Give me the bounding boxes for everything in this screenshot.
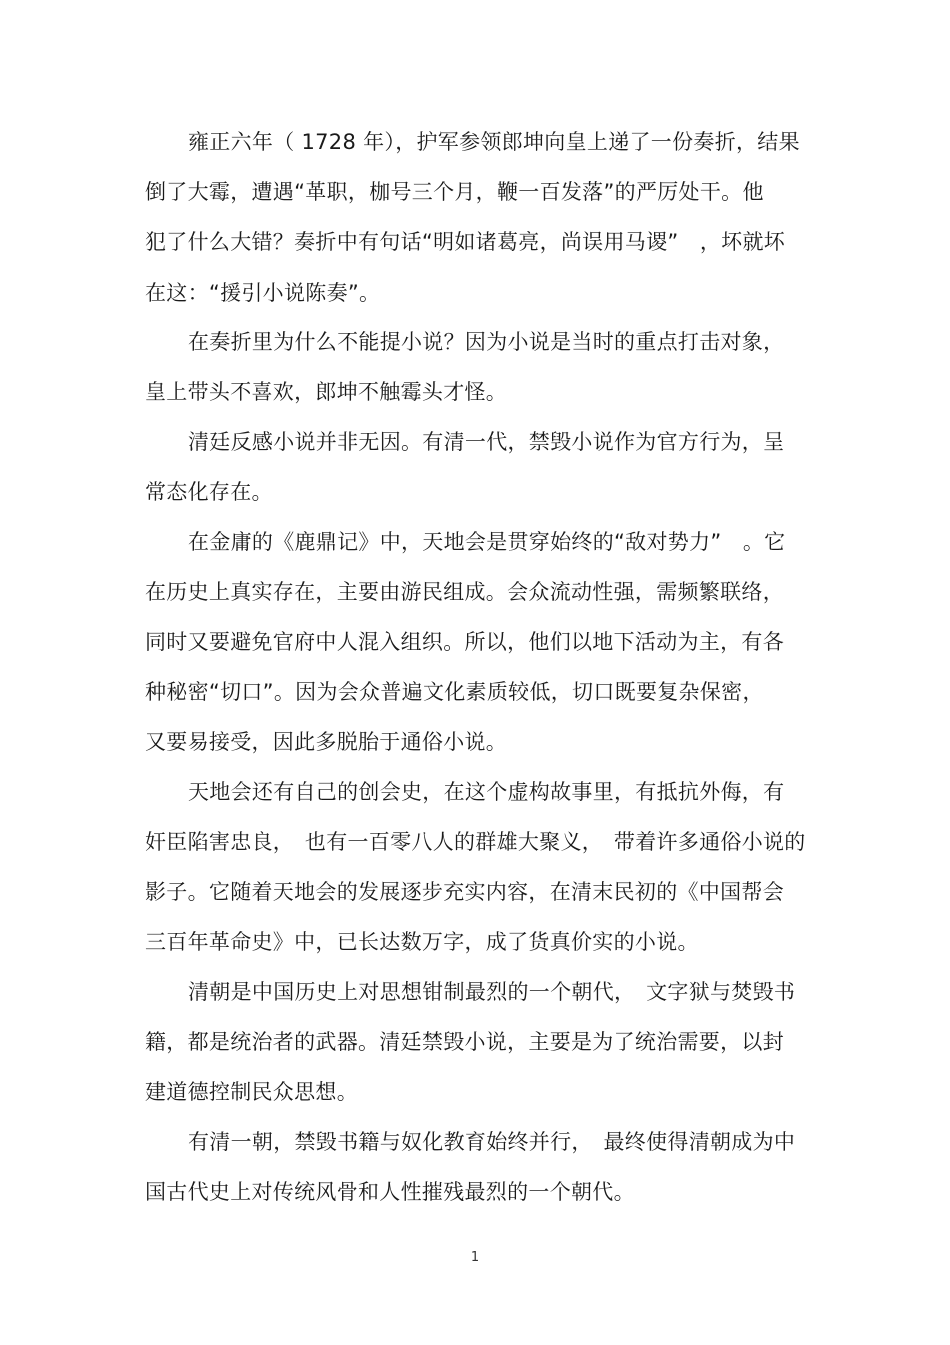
text-line: 影子。它随着天地会的发展逐步充实内容，在清末民初的《中国帮会 — [145, 880, 784, 904]
text-line: 奸臣陷害忠良， 也有一百零八人的群雄大聚义， 带着许多通俗小说的 — [145, 830, 806, 854]
text-line: 清廷反感小说并非无因。有清一代，禁毁小说作为官方行为，呈 — [188, 430, 785, 454]
text-line: 常态化存在。 — [145, 480, 273, 504]
text-line: 在金庸的《鹿鼎记》中，天地会是贯穿始终的“敌对势力” 。它 — [188, 530, 786, 554]
text-line: 国古代史上对传统风骨和人性摧残最烈的一个朝代。 — [145, 1180, 635, 1204]
text-line: 犯了什么大错？奏折中有句话“明如诸葛亮，尚误用马谡” ，坏就坏 — [145, 230, 786, 254]
text-line: 在奏折里为什么不能提小说？因为小说是当时的重点打击对象， — [188, 330, 785, 354]
text-line: 清朝是中国历史上对思想钳制最烈的一个朝代， 文字狱与焚毁书 — [188, 980, 796, 1004]
text-line: 建道德控制民众思想。 — [145, 1080, 358, 1104]
text-line: 同时又要避免官府中人混入组织。所以，他们以地下活动为主，有各 — [145, 630, 784, 654]
text-line: 有清一朝，禁毁书籍与奴化教育始终并行， 最终使得清朝成为中 — [188, 1130, 796, 1154]
text-line: 籍，都是统治者的武器。清廷禁毁小说，主要是为了统治需要，以封 — [145, 1030, 784, 1054]
text-line: 雍正六年（ 1728 年），护军参领郎坤向皇上递了一份奏折，结果 — [188, 130, 800, 154]
page-number: 1 — [470, 1250, 480, 1265]
text-line: 皇上带头不喜欢，郎坤不触霉头才怪。 — [145, 380, 508, 404]
text-line: 倒了大霉，遭遇“革职，枷号三个月，鞭一百发落”的严厉处干。他 — [145, 180, 764, 204]
text-line: 种秘密“切口”。因为会众普遍文化素质较低，切口既要复杂保密， — [145, 680, 764, 704]
text-line: 在这：“援引小说陈奏”。 — [145, 281, 381, 305]
text-line: 又要易接受，因此多脱胎于通俗小说。 — [145, 730, 508, 754]
text-line: 天地会还有自己的创会史，在这个虚构故事里，有抵抗外侮，有 — [188, 780, 785, 804]
text-line: 三百年革命史》中，已长达数万字，成了货真价实的小说。 — [145, 930, 699, 954]
text-line: 在历史上真实存在，主要由游民组成。会众流动性强，需频繁联络， — [145, 580, 784, 604]
